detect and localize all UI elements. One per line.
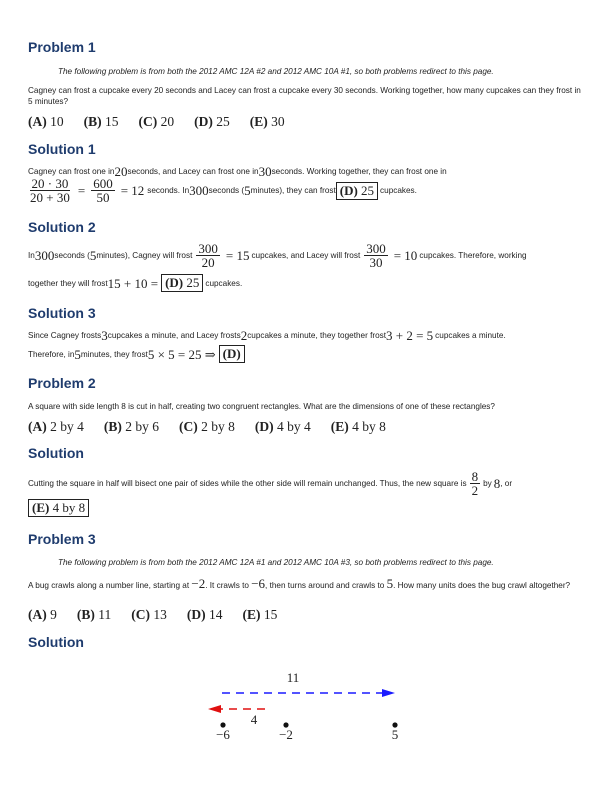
choice-a: (A) 9 [28, 607, 57, 622]
label-distance-11: 11 [286, 670, 300, 685]
solution-1-heading: Solution 1 [28, 141, 96, 157]
choice-c: (C) 20 [138, 114, 175, 129]
problem-3-statement: A bug crawls along a number line, starting at −2. It crawls to −6, then turns around and crawls to 5. How many units does the bug crawl altogether? [28, 576, 571, 591]
solution-5-heading: Solution [28, 634, 84, 650]
choice-a: (A) 10 [28, 114, 64, 129]
answer-box: (E) 4 by 8 [28, 499, 89, 517]
answer-box: (D) [219, 345, 245, 363]
choice-b: (B) 15 [83, 114, 119, 129]
choice-d: (D) 25 [194, 114, 230, 129]
choice-b: (B) 2 by 6 [103, 419, 159, 434]
fraction-8-2: $\frac{8}{2}$ [471, 469, 479, 498]
choice-c: (C) 13 [131, 607, 167, 622]
solution-3-line-1: Since Cagney frosts 3 cupcakes a minute, and Lacey frosts 2 cupcakes a minute, they together frost 3 + 2 = 5 cupcakes a minute. [28, 328, 506, 343]
problem-2-statement: A square with side length 8 is cut in half, creating two congruent rectangles. What are the dimensions of one of these rectangles? [28, 402, 495, 411]
problem-3-choices [28, 607, 297, 623]
solution-1-line-2: $\frac{20 \cdot 30}{20 + 30}$ = $\frac{600}{50}$ = 12 seconds. In 300 seconds ( 5 minutes), they can frost (D) 25 cupcakes. [30, 176, 417, 205]
choice-d: (D) 14 [186, 607, 223, 622]
fraction-600-50: $\frac{600}{50}$ [93, 176, 113, 205]
answer-box: (D) 25 [161, 274, 203, 292]
problem-3-note: The following problem is from both the 2012 AMC 12A #1 and 2012 AMC 10A #3, so both problems redirect to this page. [58, 558, 494, 567]
solution-4-heading: Solution [28, 445, 84, 461]
choice-d: (D) 4 by 4 [254, 419, 311, 434]
solution-1-line-1: Cagney can frost one in 20 seconds, and Lacey can frost one in 30 seconds. Working together, they can frost one in [28, 164, 447, 179]
problem-3-heading: Problem 3 [28, 531, 96, 547]
solution-2-heading: Solution 2 [28, 219, 96, 235]
answer-box: (D) 25 [336, 182, 378, 200]
label-distance-4: 4 [250, 712, 258, 727]
fraction-300-20: $\frac{300}{20}$ [198, 241, 218, 270]
choice-e: (E) 15 [242, 607, 278, 622]
number-line-diagram [0, 660, 612, 750]
solution-3-line-2: Therefore, in 5 minutes, they frost 5 × 5 = 25 ⇒ (D) [28, 345, 245, 363]
tick-label-neg2: −2 [279, 727, 293, 742]
choice-e: (E) 30 [249, 114, 285, 129]
fraction-20x30: $\frac{20 \cdot 30}{20 + 30}$ [30, 176, 70, 205]
fraction-300-30: $\frac{300}{30}$ [366, 241, 386, 270]
problem-2-choices [28, 419, 406, 435]
red-arrowhead-icon [208, 705, 221, 713]
choice-e: (E) 4 by 8 [330, 419, 386, 434]
solution-3-heading: Solution 3 [28, 305, 96, 321]
problem-1-choices [28, 114, 305, 130]
solution-4-line-1: Cutting the square in half will bisect one pair of sides while the other side will remain unchanged. Thus, the new square is $\frac{8}{2}$ by 8 , or [28, 469, 513, 498]
choice-c: (C) 2 by 8 [179, 419, 235, 434]
problem-2-heading: Problem 2 [28, 375, 96, 391]
choice-b: (B) 11 [76, 607, 112, 622]
choice-a: (A) 2 by 4 [28, 419, 84, 434]
solution-4-line-2 [28, 499, 89, 517]
tick-label-neg6: −6 [216, 727, 230, 742]
problem-1-statement: Cagney can frost a cupcake every 20 seconds and Lacey can frost a cupcake every 30 seconds. Working together, how many cupcakes can they frost in 5 minutes? [28, 86, 581, 106]
solution-2-line-2: together they will frost 15 + 10 = (D) 25 cupcakes. [28, 275, 243, 291]
problem-1-heading: Problem 1 [28, 39, 96, 55]
blue-arrowhead-icon [382, 689, 395, 697]
problem-1-note: The following problem is from both the 2012 AMC 12A #2 and 2012 AMC 10A #1, so both problems redirect to this page. [58, 67, 494, 76]
solution-2-line-1: In 300 seconds ( 5 minutes), Cagney will frost $\frac{300}{20}$ = 15 cupcakes, and Lacey will frost $\frac{300}{30}$ = 10 cupcakes. Therefore, working [28, 241, 527, 270]
tick-label-5: 5 [391, 727, 399, 742]
